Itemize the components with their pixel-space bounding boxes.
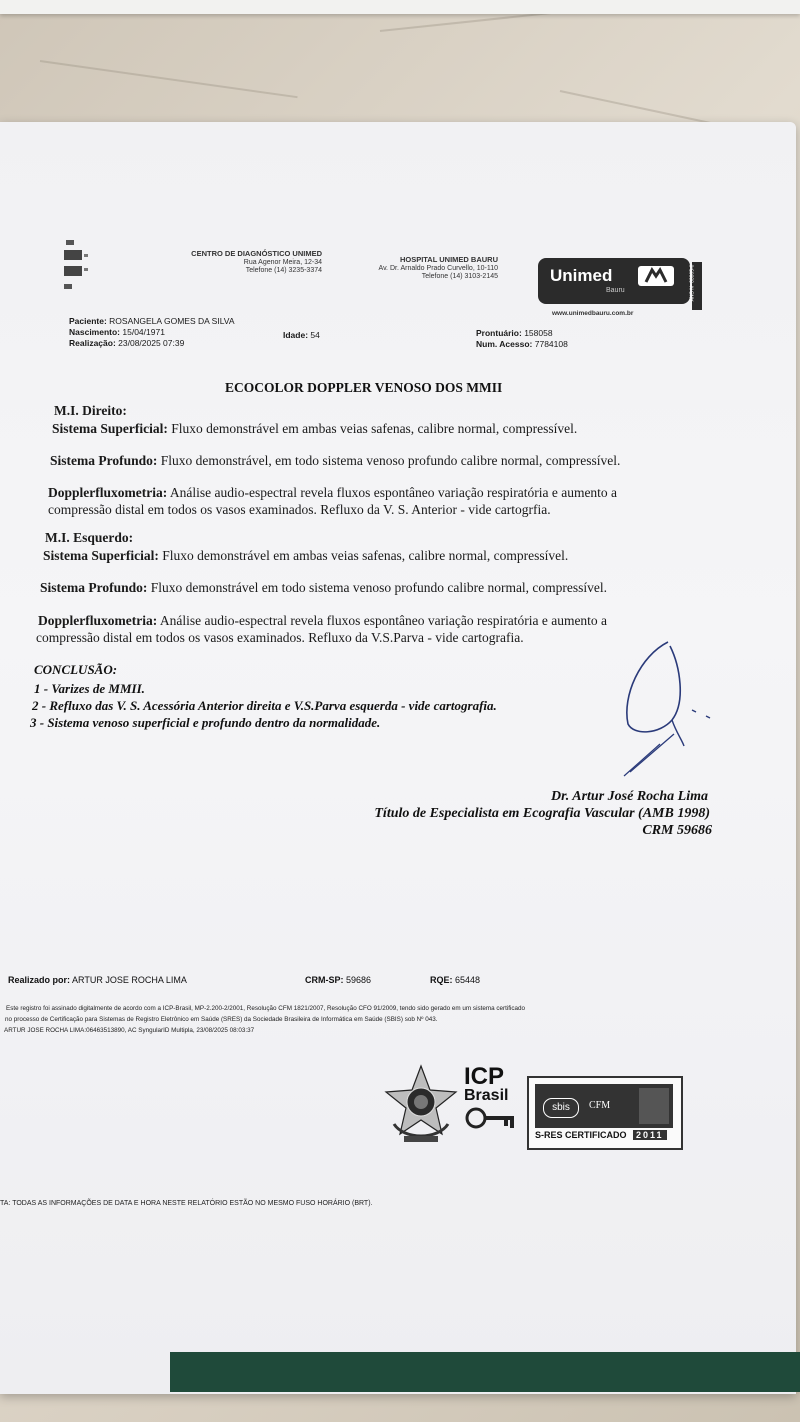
right-superficial-line — [52, 421, 577, 437]
right-doppler-line2: compressão distal em todos os vasos examinados. Refluxo da V. S. Anterior - vide cartogrfia. — [48, 502, 551, 517]
left-superficial-label: Sistema Superficial: — [43, 548, 159, 563]
diagnostic-center-header — [140, 250, 322, 275]
record-label: Prontuário: — [476, 328, 522, 338]
realization-date: 23/08/2025 07:39 — [118, 338, 185, 348]
performed-by-block — [8, 975, 187, 985]
footer-crm-label: CRM-SP: — [305, 975, 344, 985]
footer-rqe-value: 65448 — [455, 975, 481, 985]
hospital-header — [330, 256, 498, 281]
left-doppler-text1: Análise audio-espectral revela fluxos espontâneo variação respiratória e aumento a — [159, 613, 608, 628]
footer-rqe-block — [430, 975, 480, 985]
hospital-phone: Telefone (14) 3103-2145 — [421, 273, 498, 280]
footer-crm-block — [305, 975, 371, 985]
left-leg-heading: M.I. Esquerdo: — [45, 530, 134, 545]
right-doppler-line1 — [48, 485, 617, 501]
performed-by-label: Realizado por: — [8, 975, 71, 985]
icp-brasil-logo — [464, 1063, 524, 1141]
patient-name-label: Paciente: — [69, 316, 107, 326]
marble-vein — [40, 60, 298, 98]
age-label: Idade: — [283, 330, 309, 340]
conclusion-item-2: 2 - Refluxo das V. S. Acessória Anterior direita e V.S.Parva esquerda - vide cartografia. — [32, 698, 497, 713]
patient-info-block — [69, 316, 289, 349]
brazil-coat-of-arms-icon — [384, 1064, 458, 1146]
folder-strip — [170, 1352, 800, 1392]
right-doppler-text1: Análise audio-espectral revela fluxos espontâneo variação respiratória e aumento a — [169, 485, 618, 500]
conclusion-item-1: 1 - Varizes de MMII. — [34, 681, 145, 696]
report-title: ECOCOLOR DOPPLER VENOSO DOS MMII — [225, 380, 503, 395]
conclusion-heading: CONCLUSÃO: — [34, 662, 118, 677]
doctor-crm: CRM 59686 — [642, 823, 712, 838]
hospital-address: Av. Dr. Arnaldo Prado Curvello, 10-110 — [378, 265, 498, 272]
access-label: Num. Acesso: — [476, 339, 533, 349]
hospital-name: HOSPITAL UNIMED BAURU — [399, 255, 498, 264]
conclusion-item-3: 3 - Sistema venoso superficial e profundo dentro da normalidade. — [30, 715, 381, 730]
unimed-logo-text: Unimed — [550, 266, 613, 285]
right-leg-heading: M.I. Direito: — [54, 403, 127, 418]
handwritten-signature-icon — [600, 636, 720, 786]
left-doppler-label: Dopplerfluxometria: — [38, 613, 158, 628]
diagnostic-center-phone: Telefone (14) 3235-3374 — [245, 267, 322, 274]
left-doppler-line2: compressão distal em todos os vasos examinados. Refluxo da V.S.Parva - vide cartografia. — [36, 630, 524, 645]
brasil-text: Brasil — [464, 1087, 509, 1104]
performed-by-name: ARTUR JOSE ROCHA LIMA — [72, 975, 187, 985]
legal-line-2: no processo de Certificação para Sistemas de Registro Eletrônico em Saúde (SRES) da Sociedade Brasileira de Informática em Saúde (SBIS) sob Nº 043. — [5, 1016, 438, 1023]
sres-year: 2011 — [633, 1130, 667, 1140]
record-value: 158058 — [524, 328, 553, 338]
left-deep-text: Fluxo demonstrável em todo sistema venoso profundo calibre normal, compressível. — [150, 580, 608, 595]
ans-code: ANS Nº 33865-0 — [689, 264, 696, 302]
right-deep-label: Sistema Profundo: — [50, 453, 158, 468]
left-deep-line — [40, 580, 607, 596]
sbis-cfm-panel — [535, 1084, 673, 1128]
right-superficial-label: Sistema Superficial: — [52, 421, 168, 436]
unimed-logo — [538, 258, 690, 304]
right-doppler-label: Dopplerfluxometria: — [48, 485, 168, 500]
right-superficial-text: Fluxo demonstrável em ambas veias safenas, calibre normal, compressível. — [171, 421, 578, 436]
sres-certification-badge — [527, 1076, 683, 1150]
left-superficial-line — [43, 548, 568, 564]
sbis-mark: sbis — [543, 1098, 579, 1118]
legal-line-1: Este registro foi assinado digitalmente de acordo com a ICP-Brasil, MP-2.200-2/2001, Resolução CFM 1821/2007, Resolução CFO 91/2009, tendo sido gerado em um sistema certificado — [6, 1005, 526, 1012]
left-doppler-line1 — [38, 613, 607, 629]
left-superficial-text: Fluxo demonstrável em ambas veias safenas, calibre normal, compressível. — [162, 548, 569, 563]
diagnostic-center-logo-icon — [60, 238, 96, 294]
left-deep-label: Sistema Profundo: — [40, 580, 148, 595]
right-deep-text: Fluxo demonstrável, em todo sistema venoso profundo calibre normal, compressível. — [160, 453, 621, 468]
top-paper-edge — [0, 0, 800, 14]
sres-certified-label: S-RES CERTIFICADO — [535, 1130, 627, 1140]
patient-name: ROSANGELA GOMES DA SILVA — [109, 316, 235, 326]
record-block — [476, 328, 568, 350]
age-value: 54 — [310, 330, 320, 340]
doctor-specialty: Título de Especialista em Ecografia Vascular (AMB 1998) — [374, 806, 710, 821]
timezone-note: TA: TODAS AS INFORMAÇÕES DE DATA E HORA NESTE RELATÓRIO ESTÃO NO MESMO FUSO HORÁRIO (BRT). — [0, 1200, 373, 1207]
unimed-logo-subtext: Bauru — [606, 287, 625, 294]
footer-rqe-label: RQE: — [430, 975, 453, 985]
age-block — [283, 330, 320, 341]
legal-line-3: ARTUR JOSE ROCHA LIMA:06463513890, AC SyngularID Multipla, 23/08/2025 08:03:37 — [4, 1027, 255, 1034]
doctor-name: Dr. Artur José Rocha Lima — [550, 789, 708, 804]
ans-code-strip — [689, 262, 702, 310]
birth-label: Nascimento: — [69, 327, 121, 337]
icp-text: ICP — [464, 1063, 505, 1090]
right-deep-line — [50, 453, 620, 469]
unimed-tree-icon — [638, 266, 674, 286]
footer-crm-value: 59686 — [346, 975, 372, 985]
birth-date: 15/04/1971 — [122, 327, 165, 337]
realization-label: Realização: — [69, 338, 116, 348]
unimed-website: www.unimedbauru.com.br — [552, 310, 634, 317]
icp-key-icon — [464, 1104, 520, 1136]
diagnostic-center-name: CENTRO DE DIAGNÓSTICO UNIMED — [191, 249, 322, 258]
access-value: 7784108 — [534, 339, 568, 349]
diagnostic-center-address: Rua Agenor Meira, 12-34 — [243, 259, 322, 266]
certificate-panel — [639, 1088, 669, 1124]
cfm-mark: CFM — [589, 1100, 611, 1111]
